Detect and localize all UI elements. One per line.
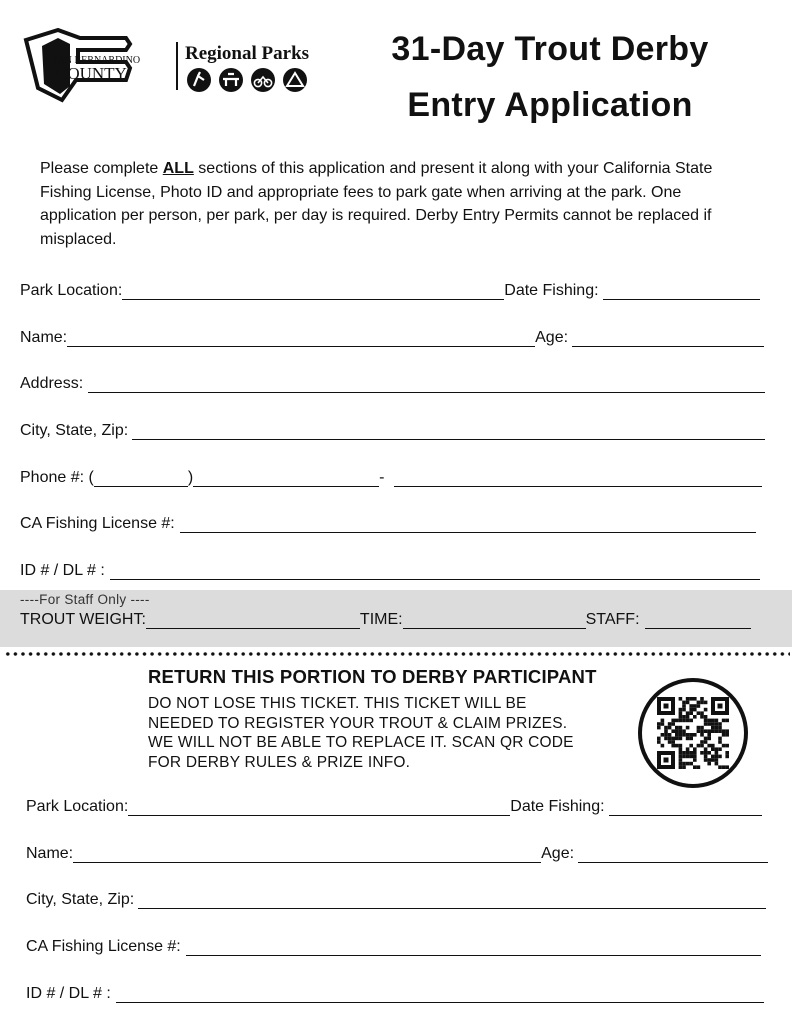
phone-dash: - [379, 469, 385, 486]
address-label: Address: [20, 375, 84, 392]
page-title-line1: 31-Day Trout Derby [391, 30, 709, 68]
license-label: CA Fishing License #: [20, 515, 175, 532]
id-dl-label: ID # / DL # : [20, 562, 105, 579]
instructions-paragraph: Please complete ALL sections of this application and present it along with your California State Fishing License, Photo ID and appropriate fees to park gate when arriving at the park. One application per person, per park, per day is required. Derby Entry Permits cannot be replaced if misplaced. [40, 160, 713, 248]
page-title-line2: Entry Application [407, 86, 693, 124]
time-label: TIME: [359, 611, 403, 628]
trout-weight-label: TROUT WEIGHT: [20, 611, 146, 628]
ticket-date-fishing-label: Date Fishing: [510, 798, 605, 815]
hiking-icon [187, 68, 211, 92]
city-state-zip-label: City, State, Zip: [20, 422, 129, 439]
ticket-city-state-zip-field[interactable] [138, 893, 766, 909]
ticket-date-fishing-field[interactable] [609, 800, 762, 816]
name-field[interactable] [67, 331, 535, 347]
ticket-license-field[interactable] [186, 940, 761, 956]
picnic-icon [219, 68, 243, 92]
ticket-id-dl-label: ID # / DL # : [26, 985, 111, 1002]
license-field[interactable] [180, 517, 756, 533]
park-location-field[interactable] [122, 284, 504, 300]
date-fishing-label: Date Fishing: [504, 282, 599, 299]
city-state-zip-field[interactable] [132, 424, 765, 440]
county-logo [22, 28, 322, 106]
park-location-label: Park Location: [20, 282, 123, 299]
ticket-age-label: Age: [541, 845, 575, 862]
ticket-id-dl-field[interactable] [116, 987, 764, 1003]
county-bottom-text: COUNTY [56, 64, 127, 83]
name-label: Name: [20, 329, 68, 346]
qr-code-icon[interactable] [637, 677, 749, 789]
trout-weight-field[interactable] [146, 613, 360, 629]
date-fishing-field[interactable] [603, 284, 760, 300]
cycling-icon [251, 68, 275, 92]
emphasis-all: ALL [162, 160, 194, 177]
staff-field[interactable] [645, 613, 751, 629]
camping-icon [283, 68, 307, 92]
address-field[interactable] [88, 377, 765, 393]
ticket-park-location-label: Park Location: [26, 798, 129, 815]
phone-prefix-field[interactable] [193, 471, 379, 487]
return-portion-heading: RETURN THIS PORTION TO DERBY PARTICIPANT [148, 666, 597, 687]
ticket-name-label: Name: [26, 845, 74, 862]
return-portion-notice: DO NOT LOSE THIS TICKET. THIS TICKET WILL BE NEEDED TO REGISTER YOUR TROUT & CLAIM PRIZES. WE WILL NOT BE ABLE TO REPLACE IT. SCAN QR CODE FOR DERBY RULES & PRIZE INFO. [148, 695, 574, 771]
age-label: Age: [535, 329, 569, 346]
phone-label: Phone #: ( [20, 469, 94, 486]
staff-only-note: ----For Staff Only ---- [20, 592, 150, 607]
age-field[interactable] [572, 331, 764, 347]
ticket-license-label: CA Fishing License #: [26, 938, 181, 955]
phone-paren-close: ) [187, 469, 194, 486]
ticket-age-field[interactable] [578, 847, 768, 863]
ticket-name-field[interactable] [73, 847, 541, 863]
department-text: Regional Parks [185, 43, 310, 64]
cut-line [4, 651, 790, 657]
staff-label: STAFF: [585, 611, 640, 628]
id-dl-field[interactable] [110, 564, 760, 580]
ticket-city-state-zip-label: City, State, Zip: [26, 891, 135, 908]
time-field[interactable] [403, 613, 586, 629]
phone-area-code-field[interactable] [94, 471, 188, 487]
phone-line-field[interactable] [394, 471, 762, 487]
ticket-park-location-field[interactable] [128, 800, 510, 816]
county-top-text: SAN BERNARDINO [52, 55, 141, 66]
